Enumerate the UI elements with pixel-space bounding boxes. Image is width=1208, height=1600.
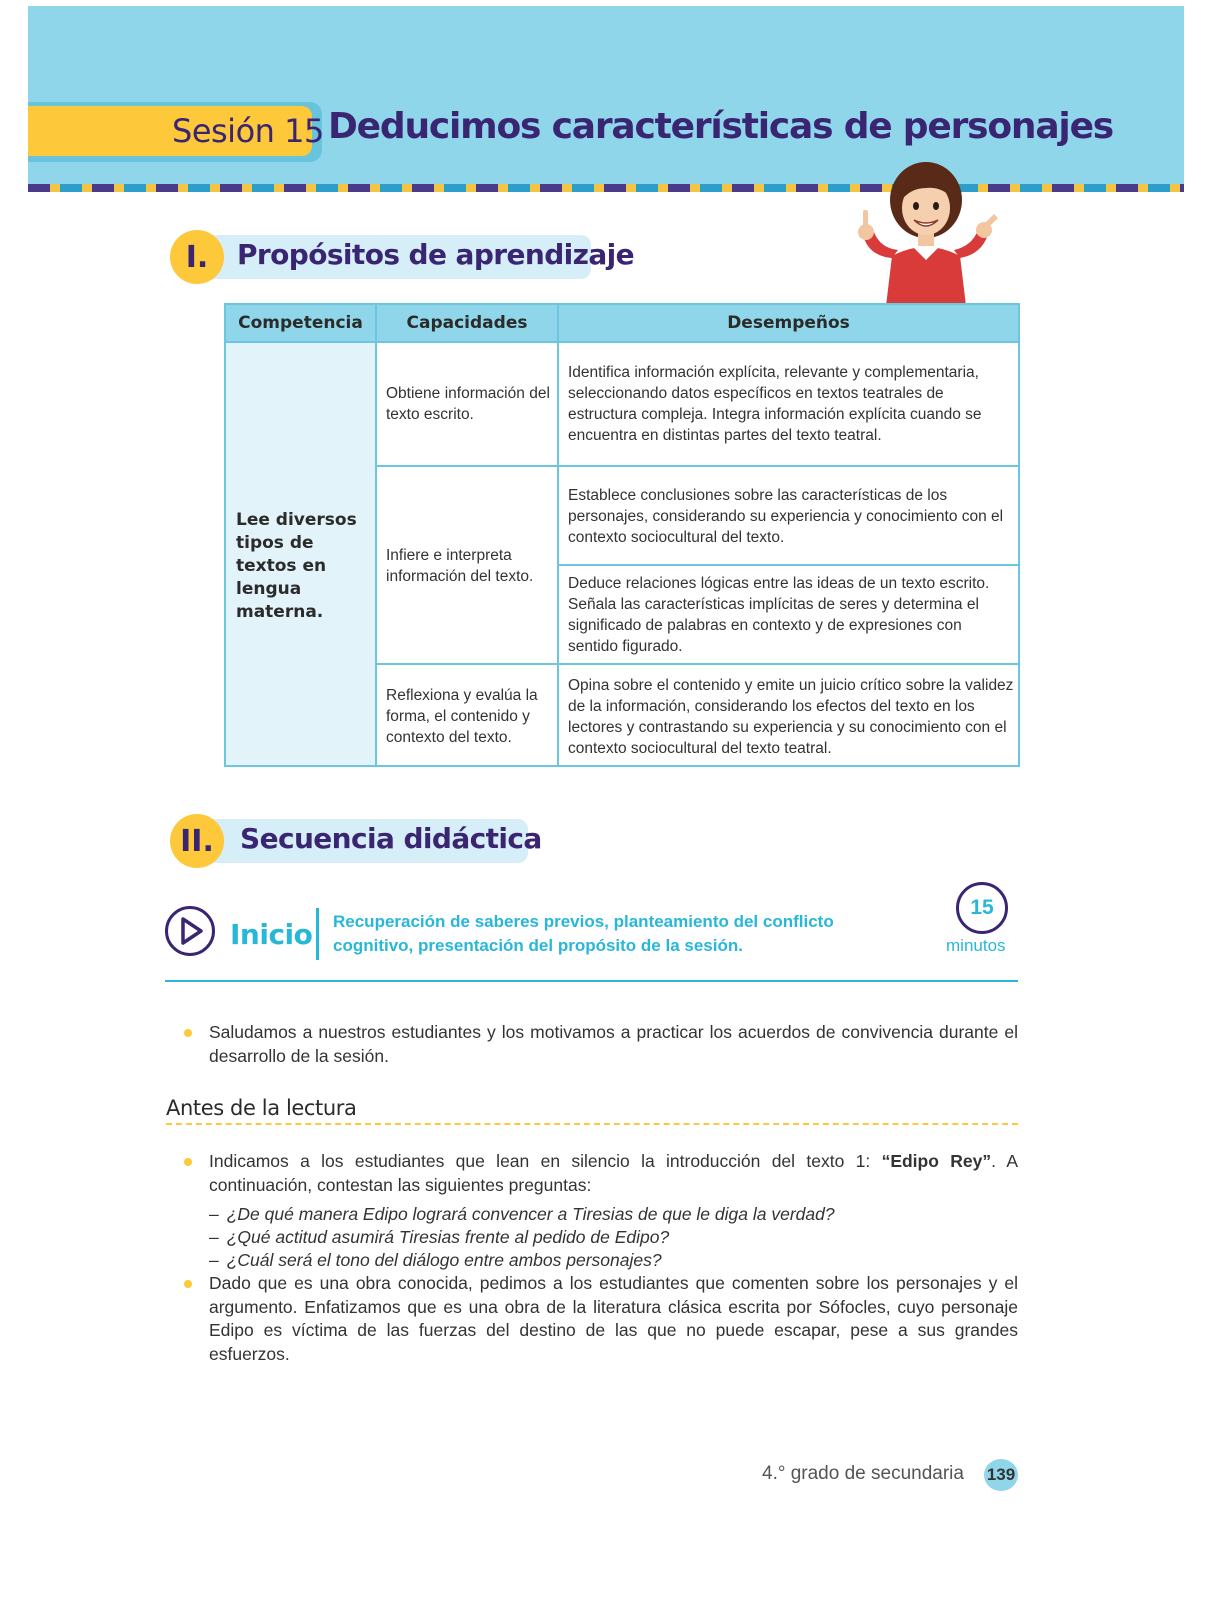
table-divider — [557, 564, 1018, 566]
timer-icon — [956, 882, 1008, 934]
bullet-icon — [184, 1158, 192, 1166]
competencia-text: Lee diversos tipos de textos en lengua materna. — [236, 510, 357, 622]
desempeno-3: Deduce relaciones lógicas entre las ideas de un texto escrito. Señala las características implícitas de seres y determina el significado de palabras en contexto y de expresiones con sentido figurado. — [568, 575, 990, 655]
inicio-label: Inicio — [230, 918, 313, 951]
subheading-antes-lectura: Antes de la lectura — [166, 1096, 357, 1120]
table-divider — [375, 305, 377, 765]
teacher-illustration — [846, 160, 1008, 306]
play-icon — [165, 906, 215, 956]
dashed-rule — [166, 1123, 1018, 1125]
learning-purposes-table — [224, 303, 1020, 767]
desempeno-2: Establece conclusiones sobre las características de los personajes, considerando su experiencia y conocimiento con el contexto sociocultural del texto. — [568, 487, 1004, 546]
paragraph-context: Dado que es una obra conocida, pedimos a los estudiantes que comenten sobre los personajes y el argumento. Enfatizamos que es una obra de la literatura clásica escrita por Sófocles, cuyo personaje Edipo es víctima de las fuerzas del destino de las que no puede escapar, pese a sus grandes esfuerzos. — [209, 1273, 1018, 1364]
timer-label: minutos — [946, 936, 1006, 955]
instructions-text: Indicamos a los estudiantes que lean en silencio la introducción del texto 1: — [209, 1151, 882, 1171]
paragraph-greeting: Saludamos a nuestros estudiantes y los motivamos a practicar los acuerdos de convivencia durante el desarrollo de la sesión. — [209, 1022, 1018, 1066]
table-divider — [375, 465, 1018, 467]
desempeno-1: Identifica información explícita, relevante y complementaria, seleccionando datos específicos en textos teatrales de estructura compleja. Integra información explícita cuando se encuentra en distintas partes del texto teatral. — [568, 364, 982, 444]
table-divider — [375, 663, 1018, 665]
question-item: – ¿Cuál será el tono del diálogo entre ambos personajes? — [209, 1250, 662, 1270]
inicio-divider — [316, 908, 319, 960]
section-1-title: Propósitos de aprendizaje — [237, 238, 635, 271]
question-text: ¿Qué actitud asumirá Tiresias frente al pedido de Edipo? — [226, 1227, 670, 1247]
page-number: 139 — [984, 1459, 1018, 1491]
footer-grade: 4.° grado de secundaria — [762, 1463, 964, 1484]
header-desempenos: Desempeños — [559, 305, 1018, 341]
paragraph-instructions — [209, 1150, 1018, 1197]
question-item: – ¿Qué actitud asumirá Tiresias frente al pedido de Edipo? — [209, 1227, 670, 1247]
section-1-number: I. — [170, 230, 224, 284]
inicio-description: Recuperación de saberes previos, planteamiento del conflicto cognitivo, presentación del propósito de la sesión. — [333, 912, 834, 955]
header-stripe — [28, 184, 1184, 192]
timer-minutes: 15 — [970, 896, 994, 919]
session-label: Sesión 15 — [172, 112, 324, 150]
bullet-icon — [184, 1280, 192, 1288]
question-text: ¿Cuál será el tono del diálogo entre ambos personajes? — [226, 1250, 662, 1270]
section-2-number: II. — [170, 814, 224, 868]
text-title-edipo: “Edipo Rey” — [881, 1151, 992, 1171]
section-2-title: Secuencia didáctica — [240, 822, 542, 855]
instructions-text-end: . A continuación, contestan las siguientes preguntas: — [209, 1151, 1018, 1195]
bullet-icon — [184, 1029, 192, 1037]
table-divider — [557, 305, 559, 765]
capacidad-1: Obtiene información del texto escrito. — [386, 385, 550, 423]
desempeno-4: Opina sobre el contenido y emite un juicio crítico sobre la validez de la información, considerando los efectos del texto en los lectores y contrastando su experiencia y su conocimiento con el contexto sociocultural del texto teatral. — [568, 677, 1014, 757]
question-text: ¿De qué manera Edipo logrará convencer a Tiresias de que le diga la verdad? — [226, 1204, 835, 1224]
header-competencia: Competencia — [226, 305, 375, 341]
capacidad-2: Infiere e interpreta información del texto. — [386, 547, 534, 585]
inicio-rule — [165, 980, 1018, 982]
capacidad-3: Reflexiona y evalúa la forma, el contenido y contexto del texto. — [386, 687, 538, 746]
table-divider — [226, 341, 1018, 343]
question-item: – ¿De qué manera Edipo logrará convencer a Tiresias de que le diga la verdad? — [209, 1204, 835, 1224]
page-title: Deducimos características de personajes — [328, 106, 1114, 147]
header-capacidades: Capacidades — [377, 305, 557, 341]
